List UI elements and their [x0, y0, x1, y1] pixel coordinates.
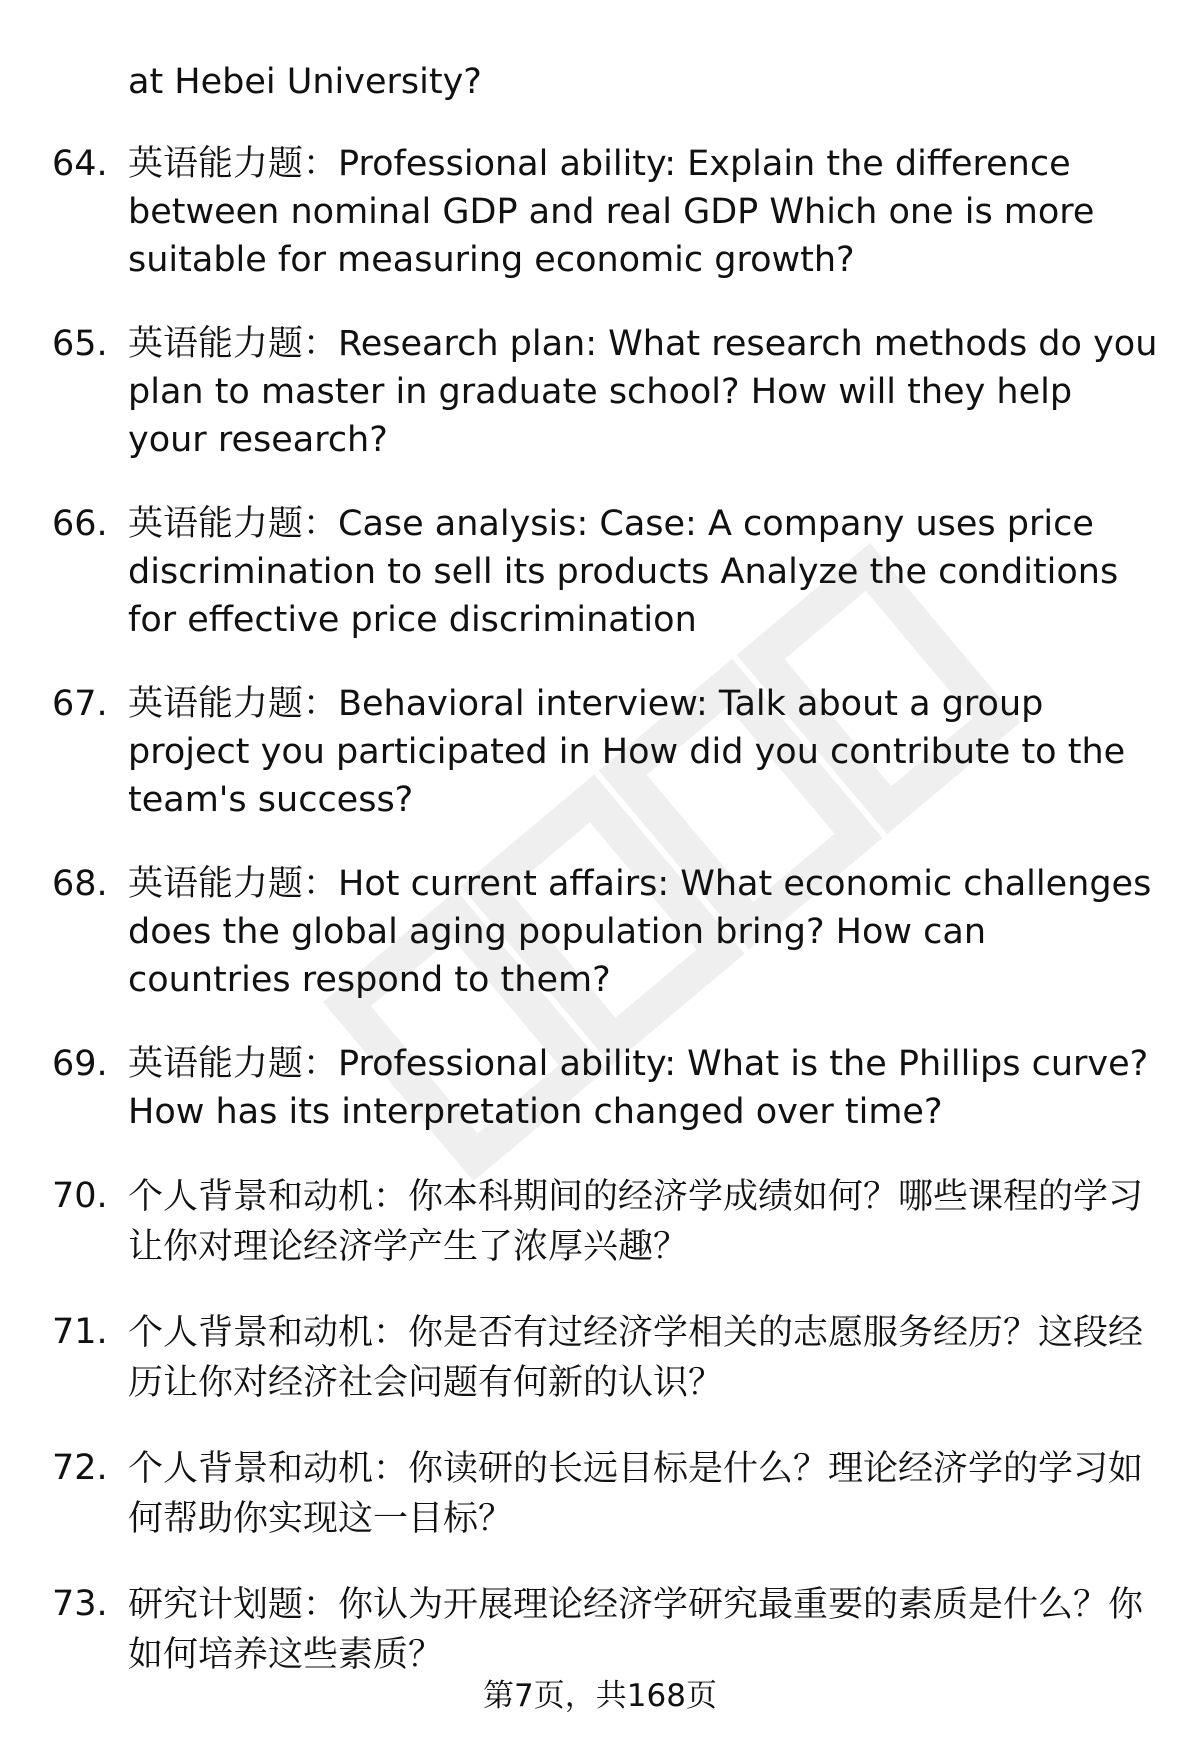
question-number: 69. [52, 1044, 108, 1084]
question-text: 英语能力题：Behavioral interview: Talk about a group project you participated in How did you contribute to the team's success? [128, 684, 1126, 820]
question-text: 个人背景和动机：你本科期间的经济学成绩如何？哪些课程的学习让你对理论经济学产生了浓厚兴趣？ [128, 1177, 1144, 1267]
question-number: 64. [52, 144, 108, 184]
question-number: 67. [52, 684, 108, 724]
question-item [0, 680, 1200, 824]
question-text: 英语能力题：Case analysis: Case: A company uses price discrimination to sell its products Analyze the conditions for effective price discrimination [128, 504, 1119, 640]
question-text: 英语能力题：Professional ability: Explain the difference between nominal GDP and real GDP Which one is more suitable for measuring economic growth? [128, 144, 1095, 280]
question-item [0, 1308, 1200, 1408]
question-item [0, 320, 1200, 464]
question-text: 个人背景和动机：你读研的长远目标是什么？理论经济学的学习如何帮助你实现这一目标？ [128, 1449, 1144, 1539]
page-footer: 第7页，共168页 [483, 1678, 717, 1714]
question-item [0, 1444, 1200, 1544]
question-number: 68. [52, 864, 108, 904]
question-text: 个人背景和动机：你是否有过经济学相关的志愿服务经历？这段经历让你对经济社会问题有何新的认识？ [128, 1313, 1144, 1403]
question-text: 英语能力题：Professional ability: What is the Phillips curve? How has its interpretation changed over time? [128, 1044, 1149, 1132]
question-item [0, 500, 1200, 644]
question-number: 72. [52, 1448, 108, 1488]
question-number: 73. [52, 1584, 108, 1624]
question-item [0, 1580, 1200, 1680]
question-item [0, 860, 1200, 1004]
question-item [0, 140, 1200, 284]
question-text: 英语能力题：Research plan: What research methods do you plan to master in graduate school? How will they help your research? [128, 324, 1158, 460]
question-item [0, 1040, 1200, 1136]
question-number: 70. [52, 1176, 108, 1216]
question-list [0, 140, 1200, 1716]
question-number: 71. [52, 1312, 108, 1352]
continuation-text: at Hebei University? [128, 62, 482, 102]
question-number: 65. [52, 324, 108, 364]
question-text: 英语能力题：Hot current affairs: What economic challenges does the global aging population bring? How can countries respond to them? [128, 864, 1152, 1000]
question-text: 研究计划题：你认为开展理论经济学研究最重要的素质是什么？你如何培养这些素质？ [128, 1585, 1144, 1675]
question-number: 66. [52, 504, 108, 544]
question-item [0, 1172, 1200, 1272]
